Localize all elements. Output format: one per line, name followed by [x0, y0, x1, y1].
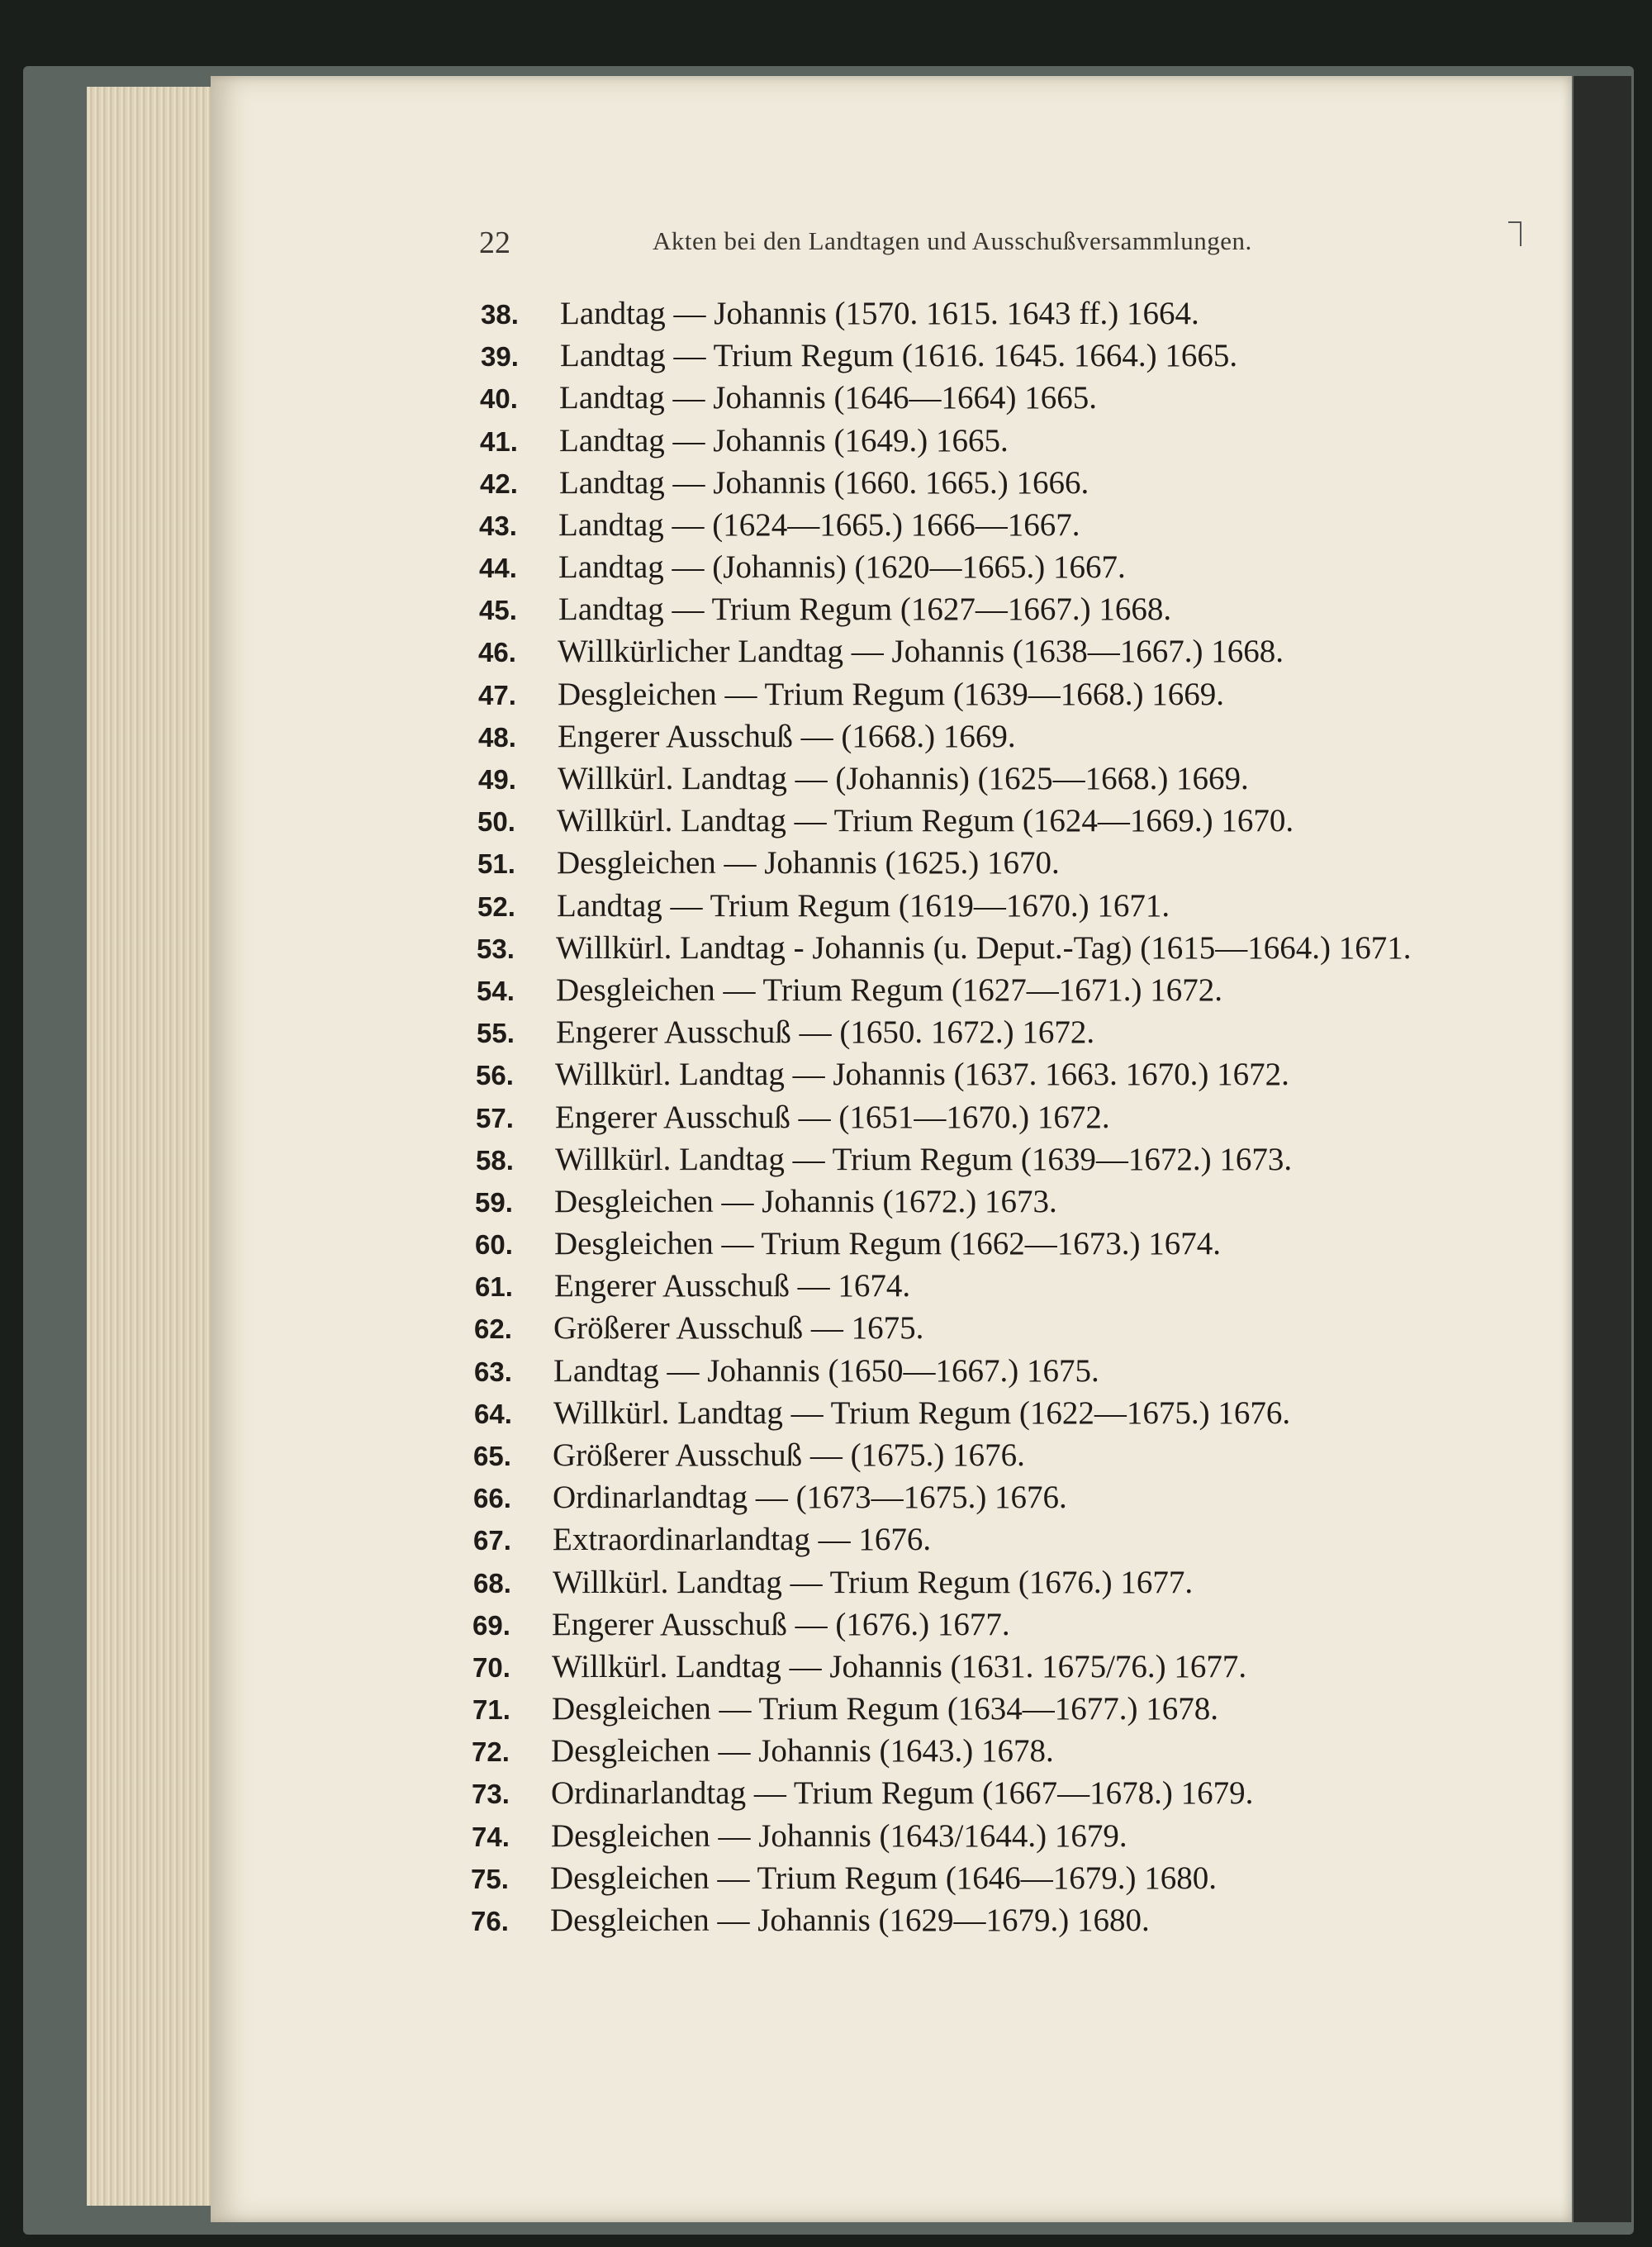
entry-number: 61. [475, 1271, 513, 1302]
entry-text: Willkürlicher Landtag — Johannis (1638—1667.) 1668. [558, 634, 1284, 669]
entry-row [481, 337, 1237, 374]
entry-row [479, 506, 1080, 544]
entry-number: 75. [471, 1864, 509, 1894]
entry-text: Willkürl. Landtag — Johannis (1631. 1675/76.) 1677. [552, 1649, 1247, 1684]
entry-text: Desgleichen — Johannis (1625.) 1670. [557, 845, 1060, 881]
entry-text: Engerer Ausschuß — 1674. [554, 1268, 911, 1304]
entry-number: 76. [471, 1906, 509, 1936]
entry-text: Desgleichen — Trium Regum (1662—1673.) 1674. [554, 1226, 1222, 1261]
entry-number: 39. [481, 341, 519, 372]
entry-row [471, 1860, 1217, 1897]
entry-number: 38. [481, 299, 519, 330]
entry-row [475, 1267, 910, 1304]
page-number: 22 [479, 226, 510, 260]
entry-text: Engerer Ausschuß — (1668.) 1669. [558, 719, 1016, 754]
entry-text: Desgleichen — Johannis (1672.) 1673. [554, 1184, 1057, 1219]
entry-row [477, 887, 1170, 924]
entry-row [477, 802, 1294, 839]
entry-number: 65. [473, 1441, 511, 1471]
entry-row [478, 633, 1284, 670]
entry-text: Willkürl. Landtag - Johannis (u. Deput.-Tag) (1615—1664.) 1671. [556, 930, 1412, 966]
entry-number: 69. [472, 1610, 510, 1641]
entry-text: Landtag — Johannis (1646—1664) 1665. [559, 380, 1098, 416]
entry-number: 74. [472, 1822, 510, 1852]
entry-number: 63. [474, 1356, 512, 1387]
entry-number: 73. [472, 1779, 510, 1809]
entry-row [478, 676, 1224, 713]
entry-row [478, 718, 1016, 755]
entry-text: Willkürl. Landtag — (Johannis) (1625—1668.) 1669. [558, 761, 1249, 796]
entry-row [473, 1564, 1193, 1601]
entry-text: Landtag — Johannis (1660. 1665.) 1666. [559, 465, 1089, 501]
entry-number: 71. [472, 1694, 510, 1725]
entry-text: Willkürl. Landtag — Trium Regum (1639—1672.) 1673. [555, 1142, 1293, 1177]
entry-number: 41. [480, 426, 518, 457]
entry-row [472, 1732, 1054, 1770]
entry-number: 40. [480, 383, 518, 414]
entry-number: 70. [472, 1652, 510, 1683]
entry-number: 49. [478, 764, 516, 795]
entry-row [480, 379, 1097, 416]
entry-row [476, 1141, 1292, 1178]
entry-text: Landtag — Johannis (1650—1667.) 1675. [553, 1353, 1099, 1389]
entry-text: Engerer Ausschuß — (1651—1670.) 1672. [555, 1100, 1110, 1135]
entry-number: 51. [477, 848, 515, 879]
entry-row [474, 1394, 1290, 1432]
entry-text: Desgleichen — Johannis (1643.) 1678. [551, 1733, 1054, 1769]
entry-number: 52. [477, 891, 515, 922]
entry-text: Größerer Ausschuß — 1675. [553, 1310, 924, 1346]
entry-text: Desgleichen — Trium Regum (1639—1668.) 1669. [558, 677, 1225, 712]
entry-row [472, 1648, 1246, 1685]
entry-row [477, 844, 1060, 881]
entry-number: 62. [474, 1314, 512, 1344]
entry-text: Landtag — Johannis (1570. 1615. 1643 ff.) 1664. [560, 296, 1199, 331]
entry-text: Landtag — Trium Regum (1619—1670.) 1671. [557, 888, 1170, 924]
entry-row [477, 929, 1412, 967]
entry-text: Desgleichen — Johannis (1629—1679.) 1680. [550, 1903, 1150, 1938]
entry-number: 64. [474, 1399, 512, 1429]
entry-number: 58. [476, 1145, 514, 1176]
entry-number: 47. [478, 680, 516, 710]
entry-number: 68. [473, 1568, 511, 1599]
entry-text: Desgleichen — Johannis (1643/1644.) 1679. [551, 1818, 1127, 1854]
entry-number: 42. [480, 468, 518, 499]
entry-number: 57. [476, 1103, 514, 1133]
entry-text: Willkürl. Landtag — Trium Regum (1676.) 1677. [553, 1565, 1194, 1600]
running-head-title: Akten bei den Landtagen und Ausschußversammlungen. [653, 226, 1252, 255]
entry-row [476, 1056, 1289, 1093]
entry-row [478, 760, 1249, 797]
entry-number: 55. [477, 1018, 515, 1048]
entry-number: 44. [479, 553, 517, 583]
entry-text: Landtag — Johannis (1649.) 1665. [559, 423, 1009, 458]
entry-text: Willkürl. Landtag — Johannis (1637. 1663. 1670.) 1672. [555, 1057, 1289, 1092]
entry-text: Ordinarlandtag — Trium Regum (1667—1678.) 1679. [551, 1775, 1254, 1811]
entry-row [477, 1014, 1094, 1051]
entry-text: Engerer Ausschuß — (1676.) 1677. [552, 1607, 1010, 1642]
entry-row [473, 1521, 931, 1558]
entry-number: 67. [473, 1525, 511, 1556]
entry-text: Willkürl. Landtag — Trium Regum (1622—1675.) 1676. [553, 1395, 1291, 1431]
entry-text: Desgleichen — Trium Regum (1634—1677.) 1678. [552, 1691, 1219, 1727]
entry-row [480, 422, 1009, 459]
entry-row [472, 1774, 1253, 1812]
entry-number: 46. [478, 637, 516, 667]
entry-row [473, 1437, 1025, 1474]
entry-number: 72. [472, 1736, 510, 1767]
entry-text: Größerer Ausschuß — (1675.) 1676. [553, 1437, 1025, 1473]
entry-number: 54. [477, 976, 515, 1006]
entry-text: Ordinarlandtag — (1673—1675.) 1676. [553, 1480, 1067, 1515]
entry-number: 60. [475, 1229, 513, 1260]
entry-row [481, 295, 1199, 332]
entry-text: Landtag — (Johannis) (1620—1665.) 1667. [558, 549, 1126, 585]
entry-row [472, 1817, 1127, 1855]
entry-text: Landtag — Trium Regum (1627—1667.) 1668. [558, 591, 1172, 627]
entry-row [479, 591, 1171, 628]
entry-row [477, 971, 1222, 1009]
entry-number: 59. [475, 1187, 513, 1218]
entry-text: Extraordinarlandtag — 1676. [553, 1522, 932, 1557]
entry-row [475, 1225, 1221, 1262]
entry-text: Engerer Ausschuß — (1650. 1672.) 1672. [556, 1014, 1095, 1050]
entry-row [475, 1183, 1057, 1220]
entry-row [473, 1479, 1067, 1516]
entry-row [476, 1099, 1110, 1136]
entry-row [472, 1690, 1218, 1727]
entry-row [474, 1352, 1099, 1390]
entry-text: Willkürl. Landtag — Trium Regum (1624—1669.) 1670. [557, 803, 1294, 838]
entry-row [471, 1902, 1150, 1939]
entry-number: 48. [478, 722, 516, 753]
entry-text: Desgleichen — Trium Regum (1627—1671.) 1672. [556, 972, 1223, 1008]
entry-number: 53. [477, 933, 515, 964]
entry-row [480, 464, 1089, 501]
entry-row [479, 549, 1126, 586]
entry-number: 50. [477, 806, 515, 837]
entry-text: Landtag — (1624—1665.) 1666—1667. [558, 507, 1080, 543]
entry-number: 56. [476, 1060, 514, 1090]
entry-text: Desgleichen — Trium Regum (1646—1679.) 1680. [550, 1860, 1218, 1896]
entry-number: 45. [479, 595, 517, 625]
entry-row [474, 1309, 923, 1347]
entry-text: Landtag — Trium Regum (1616. 1645. 1664.) 1665. [560, 338, 1238, 373]
entry-number: 66. [473, 1483, 511, 1513]
entry-number: 43. [479, 511, 517, 541]
entry-row [472, 1606, 1010, 1643]
